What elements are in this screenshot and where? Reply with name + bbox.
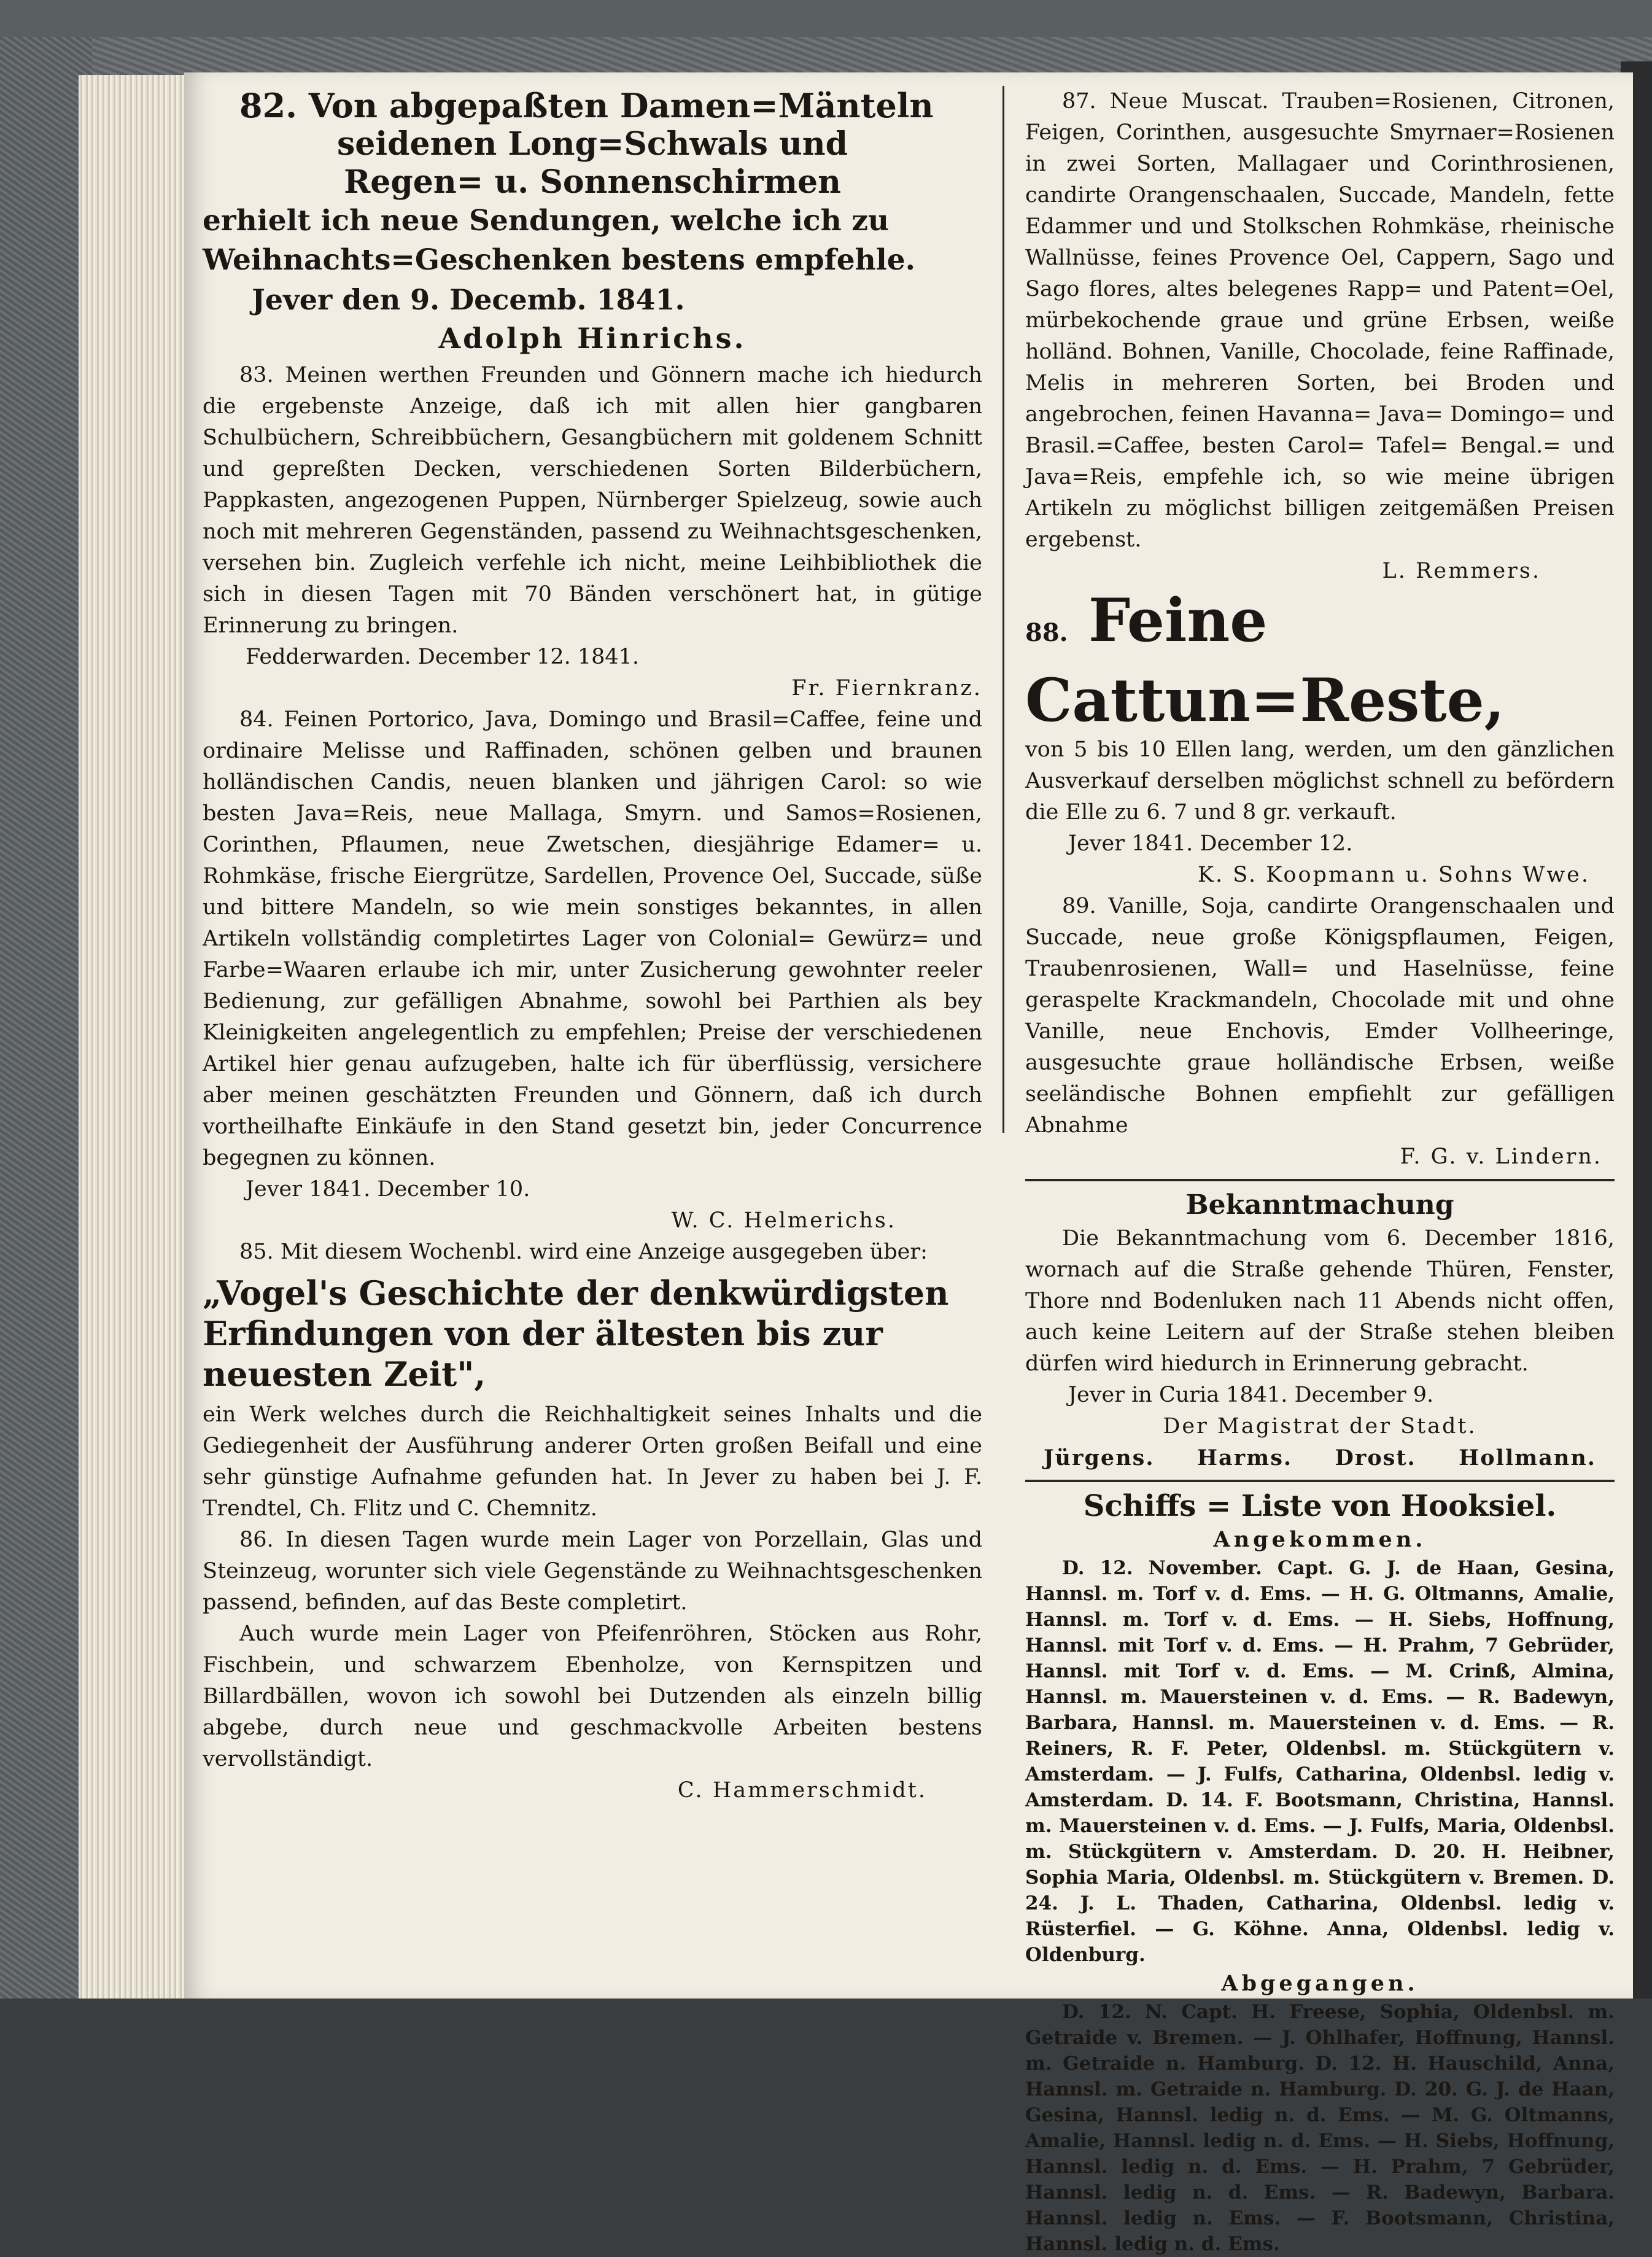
notice-text: Die Bekanntmachung vom 6. December 1816, wornach auf die Straße gehende Thüren, Fenster, Thore nnd Bodenluken nach 11 Abends nicht offen, auch keine Leitern auf der Straße stehen bleiben dürfen wird hiedurch in Erinnerung gebracht. [1025, 1226, 1615, 1376]
ship-list-arrived-label: Angekommen. [1213, 1527, 1427, 1552]
signatory-name: Drost. [1335, 1445, 1416, 1470]
ad-88-text: von 5 bis 10 Ellen lang, werden, um den gänzlichen Ausverkauf derselben möglichst schnell zu befördern die Elle zu 6. 7 und 8 gr. verkauft. [1025, 737, 1615, 825]
ad-84-text: 84. Feinen Portorico, Java, Domingo und Brasil=Caffee, feine und ordinaire Melisse und Raffinaden, schönen gelben und braunen holländischen Candis, neuen blanken und jährigen Carol: so wie besten Java=Reis, neue Mallaga, Smyrn. und Samos=Rosienen, Corinthen, Pflaumen, neue Zwetschen, diesjährige Edamer= u. Rohmkäse, frische Eiergrütze, Sardellen, Provence Oel, Succade, süße und bittere Mandeln, so wie mein sonstiges bekanntes, in allen Artikeln vollständig completirtes Lager von Colonial= Gewürz= und Farbe=Waaren erlaube ich mir, unter Zusicherung gewohnter reeler Bedienung, zur gefälligen Abnahme, sowohl bei Parthien als bey Kleinigkeiten angelegentlich zu empfehlen; Preise der verschiedenen Artikel hier genau aufzugeben, halte ich für überflüssig, versichere aber meinen geschätzten Freunden und Gönnern, daß ich durch vortheilhafte Einkäufe in den Stand gesetzt bin, jeder Concurrence begegnen zu können. [203, 707, 982, 1170]
advertisement-83 [203, 360, 982, 704]
ad-83-date: Fedderwarden. December 12. 1841. [246, 645, 640, 669]
signatory-name: Harms. [1196, 1445, 1293, 1470]
advertisement-87 [1025, 86, 1615, 587]
column-divider [1002, 86, 1004, 1133]
ad-85-book-title [203, 1273, 982, 1394]
notice-signatories [1025, 1442, 1615, 1474]
ad-88-date: Jever 1841. December 12. [1068, 831, 1353, 856]
ad-82-title-line: 82. Von abgepaßten Damen=Mänteln [239, 86, 934, 125]
ad-82-signature: Adolph Hinrichs. [438, 322, 747, 355]
ad-85-text: ein Werk welches durch die Reichhaltigkeit seines Inhalts und die Gediegenheit der Ausführung anderer Orten großen Beifall und eine sehr günstige Aufnahme gefunden hat. In Jever zu haben bei J. F. Trendtel, Ch. Flitz und C. Chemnitz. [203, 1402, 982, 1521]
ad-82-title-line: seidenen Long=Schwals und [337, 125, 848, 163]
ship-list-departed-label: Abgegangen. [1221, 1971, 1419, 1996]
ad-82-title-line: Weihnachts=Geschenken bestens empfehle. [203, 243, 915, 277]
ad-85-title-line: „Vogel's Geschichte der denkwürdigsten [203, 1273, 949, 1313]
ad-82-title-line: Regen= u. Sonnenschirmen [344, 163, 841, 201]
advertisement-84 [203, 704, 982, 1237]
left-column [203, 86, 982, 1806]
ad-88-number: 88. [1025, 618, 1068, 647]
ad-83-text: 83. Meinen werthen Freunden und Gönnern mache ich hiedurch die ergebenste Anzeige, daß ich mit allen hier gangbaren Schulbüchern, Schreibbüchern, Gesangbüchern mit goldenem Schnitt und gepreßten Decken, verschiedenen Sorten Bilderbüchern, Pappkasten, angezogenen Puppen, Nürnberger Spielzeug, sowie auch noch mit mehreren Gegenständen, passend zu Weihnachtsgeschenken, versehen bin. Zugleich verfehle ich nicht, meine Leihbibliothek die sich in diesen Tagen mit 70 Bänden verschönert hat, in gütige Erinnerung zu bringen. [203, 363, 982, 638]
right-column [1025, 86, 1615, 2257]
ship-list [1025, 1488, 1615, 2257]
section-rule [1025, 1480, 1615, 1482]
ad-89-signature: F. G. v. Lindern. [1400, 1144, 1602, 1169]
ad-85-intro: 85. Mit diesem Wochenbl. wird eine Anzeige ausgegeben über: [239, 1240, 928, 1264]
section-rule [1025, 1179, 1615, 1181]
signatory-name: Jürgens. [1044, 1445, 1155, 1470]
ad-84-signature: W. C. Helmerichs. [671, 1208, 896, 1233]
ad-82-title-line: erhielt ich neue Sendungen, welche ich zu [203, 204, 890, 238]
signatory-name: Hollmann. [1459, 1445, 1596, 1470]
official-notice [1025, 1187, 1615, 1474]
ad-86-text-1: 86. In diesen Tagen wurde mein Lager von Porzellain, Glas und Steinzeug, worunter sich viele Gegenstände zu Weihnachtsgeschenken passend, befinden, auf das Beste completirt. [203, 1528, 982, 1615]
ad-86-text-2: Auch wurde mein Lager von Pfeifenröhren, Stöcken aus Rohr, Fischbein, und schwarzem Ebenholze, von Kernspitzen und Billardbällen, wovon ich sowohl bei Dutzenden als einzeln billig abgebe, durch neue und geschmackvolle Arbeiten bestens vervollständigt. [203, 1622, 982, 1771]
advertisement-82 [203, 86, 982, 357]
advertisement-85 [203, 1237, 982, 1525]
ad-88-signature: K. S. Koopmann u. Sohns Wwe. [1197, 863, 1590, 887]
ad-85-title-line: neuesten Zeit", [203, 1354, 486, 1394]
ship-list-arrived-text: D. 12. November. Capt. G. J. de Haan, Gesina, Hannsl. m. Torf v. d. Ems. — H. G. Oltmanns, Amalie, Hannsl. m. Torf v. d. Ems. — H. Siebs, Hoffnung, Hannsl. mit Torf v. d. Ems. — H. Prahm, 7 Gebrüder, Hannsl. mit Torf v. d. Ems. — M. Crinß, Almina, Hannsl. m. Mauersteinen v. d. Ems. — R. Badewyn, Barbara, Hannsl. m. Mauersteinen v. d. Ems. — R. Reiners, R. F. Peter, Oldenbsl. m. Stückgütern v. Amsterdam. — J. Fulfs, Catharina, Oldenbsl. ledig v. Amsterdam. D. 14. F. Bootsmann, Christina, Hannsl. m. Mauersteinen v. d. Ems. — J. Fulfs, Maria, Oldenbsl. m. Stückgütern v. Amsterdam. D. 20. H. Heibner, Sophia Maria, Oldenbsl. m. Stückgütern v. Bremen. D. 24. J. L. Thaden, Catharina, Oldenbsl. ledig v. Rüsterfiel. — G. Köhne. Anna, Oldenbsl. ledig v. Oldenburg. [1025, 1557, 1615, 1966]
ship-list-heading: Schiffs = Liste von Hooksiel. [1083, 1489, 1557, 1523]
ad-87-text: 87. Neue Muscat. Trauben=Rosienen, Citronen, Feigen, Corinthen, ausgesuchte Smyrnaer=Rosienen in zwei Sorten, Mallagaer und Corinthrosienen, candirte Orangenschaalen, Succade, Mandeln, fette Edammer und und Stolkschen Rohmkäse, rheinische Wallnüsse, feines Provence Oel, Cappern, Sago und Sago flores, altes belegenes Rapp= und Patent=Oel, mürbekochende graue und grüne Erbsen, weiße holländ. Bohnen, Vanille, Chocolade, feine Raffinade, Melis in mehreren Sorten, bei Broden und angebrochen, feinen Havanna= Java= Domingo= und Brasil.=Caffee, besten Carol= Tafel= Bengal.= und Java=Reis, empfehle ich, so wie meine übrigen Artikeln zu möglichst billigen zeitgemäßen Preisen ergebenst. [1025, 89, 1615, 552]
page-stack-edges [79, 75, 201, 1999]
notice-heading: Bekanntmachung [1185, 1189, 1454, 1221]
ad-88-title-text: Feine Cattun=Reste, [1025, 586, 1505, 735]
notice-authority: Der Magistrat der Stadt. [1163, 1414, 1477, 1439]
advertisement-89 [1025, 891, 1615, 1173]
ad-84-date: Jever 1841. December 10. [246, 1177, 530, 1202]
ad-89-text: 89. Vanille, Soja, candirte Orangenschaalen und Succade, neue große Königspflaumen, Feigen, Traubenrosienen, Wall= und Haselnüsse, feine geraspelte Krackmandeln, Chocolade mit und ohne Vanille, neue Enchovis, Emder Vollheeringe, ausgesuchte graue holländische Erbsen, weiße seeländische Bohnen empfiehlt zur gefälligen Abnahme [1025, 894, 1615, 1138]
ad-87-signature: L. Remmers. [1382, 559, 1541, 583]
advertisement-88 [1025, 587, 1615, 891]
ad-86-signature: C. Hammerschmidt. [677, 1778, 927, 1803]
notice-date: Jever in Curia 1841. December 9. [1068, 1383, 1434, 1407]
ship-list-departed-text: D. 12. N. Capt. H. Freese, Sophia, Oldenbsl. m. Getraide v. Bremen. — J. Ohlhafer, Hoffnung, Hannsl. m. Getraide n. Hamburg. D. 12. H. Hauschild, Anna, Hannsl. m. Getraide n. Hamburg. D. 20. G. J. de Haan, Gesina, Hannsl. ledig n. d. Ems. — M. G. Oltmanns, Amalie, Hannsl. ledig n. d. Ems. — H. Siebs, Hoffnung, Hannsl. ledig n. d. Ems. — H. Prahm, 7 Gebrüder, Hannsl. ledig n. d. Ems. — R. Badewyn, Barbara. Hannsl. ledig n. Ems. — F. Bootsmann, Christina, Hannsl. ledig n. d. Ems. [1025, 2001, 1615, 2255]
ad-85-title-line: Erfindungen von der ältesten bis zur [203, 1314, 883, 1353]
advertisement-86 [203, 1525, 982, 1806]
ad-82-date: Jever den 9. Decemb. 1841. [252, 283, 685, 316]
ad-88-title [1025, 587, 1615, 734]
ad-83-signature: Fr. Fiernkranz. [791, 676, 982, 701]
